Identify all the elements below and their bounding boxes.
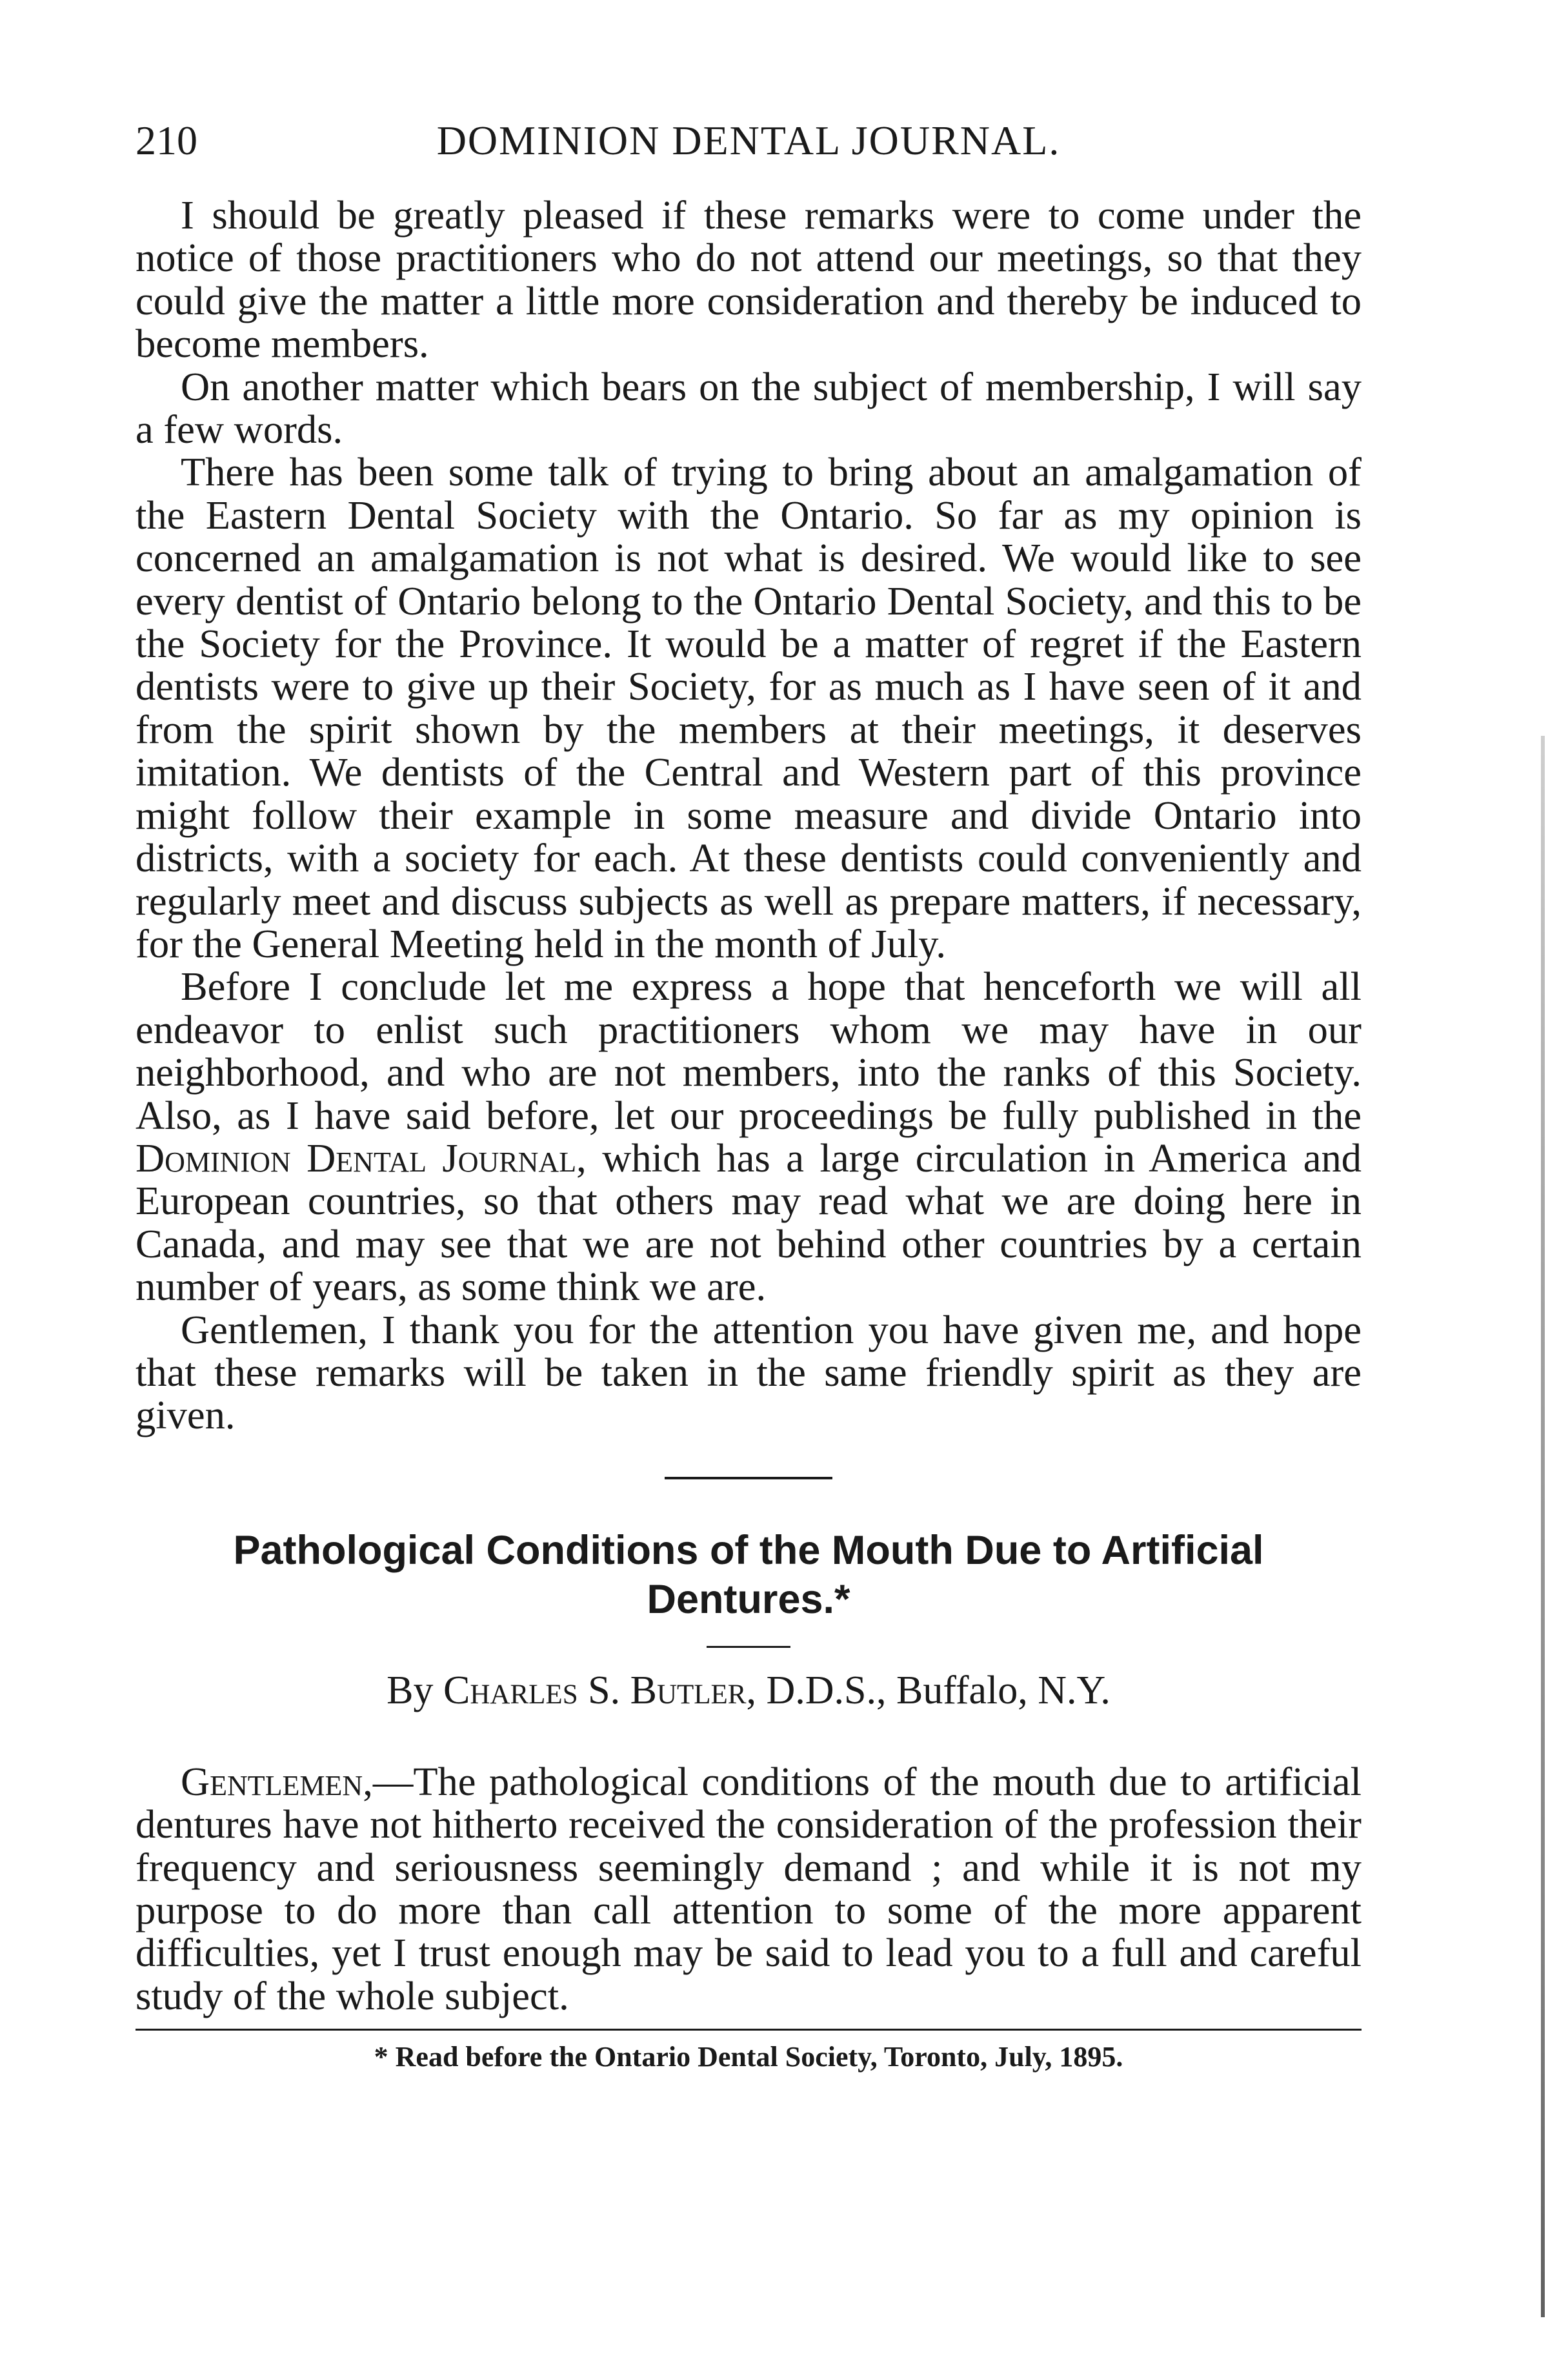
article-title-line-1: Pathological Conditions of the Mouth Due to Artificial <box>233 1527 1264 1573</box>
byline-suffix: , D.D.S., Buffalo, N.Y. <box>746 1668 1111 1712</box>
paragraph-another-matter: On another matter which bears on the subject of membership, I will say a few words. <box>136 363 1362 452</box>
page-edge-shadow <box>1541 736 1545 2317</box>
author-name: Charles S. Butler <box>443 1668 747 1712</box>
page-number: 210 <box>136 117 197 163</box>
paragraph-amalgamation: There has been some talk of trying to bring about an amalgamation of the Eastern Dental Society with the Ontario. So far as my opinion is concerned an amalgamation is not what is desired. We would like to see every dentist of Ontario belong to the Ontario Dental Society, and this to be the Society for the Province. It would be a matter of regret if the Eastern dentists were to give up their Society, for as much as I have seen of it and from the spirit shown by the members at their meetings, it deserves imitation. We dentists of the Central and Western part of this province might follow their example in some measure and divide Ontario into districts, with a society for each. At these dentists could conveniently and regularly meet and discuss subjects as well as prepare matters, if necessary, for the General Meeting held in the month of July. <box>136 449 1362 966</box>
article-opening-text: ,—The pathological conditions of the mouth due to artificial dentures have not hitherto received the consideration of the profession their frequency and seriousness seemingly demand ; and while it is not my purpose to do more than call attention to some of the more apparent difficulties, yet I trust enough may be said to lead you to a full and careful study of the whole subject. <box>136 1758 1362 2018</box>
footnote: * Read before the Ontario Dental Society, Toronto, July, 1895. <box>374 2041 1123 2073</box>
conclusion-text-before: Before I conclude let me express a hope that henceforth we will all endeavor to enlist such practitioners whom we may have in our neighborhood, and who are not members, into the ranks of this Society. Also, as I have said before, let our proceedings be fully published in the <box>136 964 1362 1138</box>
title-divider <box>707 1646 790 1648</box>
conclusion-text-after: , which has a large circulation in America and European countries, so that others may read what we are doing here in Canada, and may see that we are not behind other countries by a certain number of years, as some think we are. <box>136 1135 1362 1310</box>
journal-name-reference: Dominion Dental Journal <box>136 1135 577 1181</box>
article-title <box>136 1526 1362 1624</box>
paragraph-closing: Gentlemen, I thank you for the attention you have given me, and hope that these remarks will be taken in the same friendly spirit as they are given. <box>136 1306 1362 1438</box>
section-divider <box>665 1477 832 1479</box>
body-text <box>136 194 1362 2075</box>
running-head <box>136 115 1362 167</box>
article-title-line-2: Dentures.* <box>647 1576 850 1622</box>
journal-title: DOMINION DENTAL JOURNAL. <box>436 117 1061 163</box>
paragraph-conclusion <box>136 965 1362 1308</box>
byline <box>136 1667 1362 1714</box>
article-opening-paragraph <box>136 1760 1362 2017</box>
paragraph-membership: I should be greatly pleased if these remarks were to come under the notice of those practitioners who do not attend our meetings, so that they could give the matter a little more consideration and thereby be induced to become members. <box>136 192 1362 367</box>
byline-prefix: By <box>387 1668 444 1712</box>
salutation: Gentlemen <box>181 1758 363 1804</box>
footnote-divider <box>136 2029 1362 2031</box>
